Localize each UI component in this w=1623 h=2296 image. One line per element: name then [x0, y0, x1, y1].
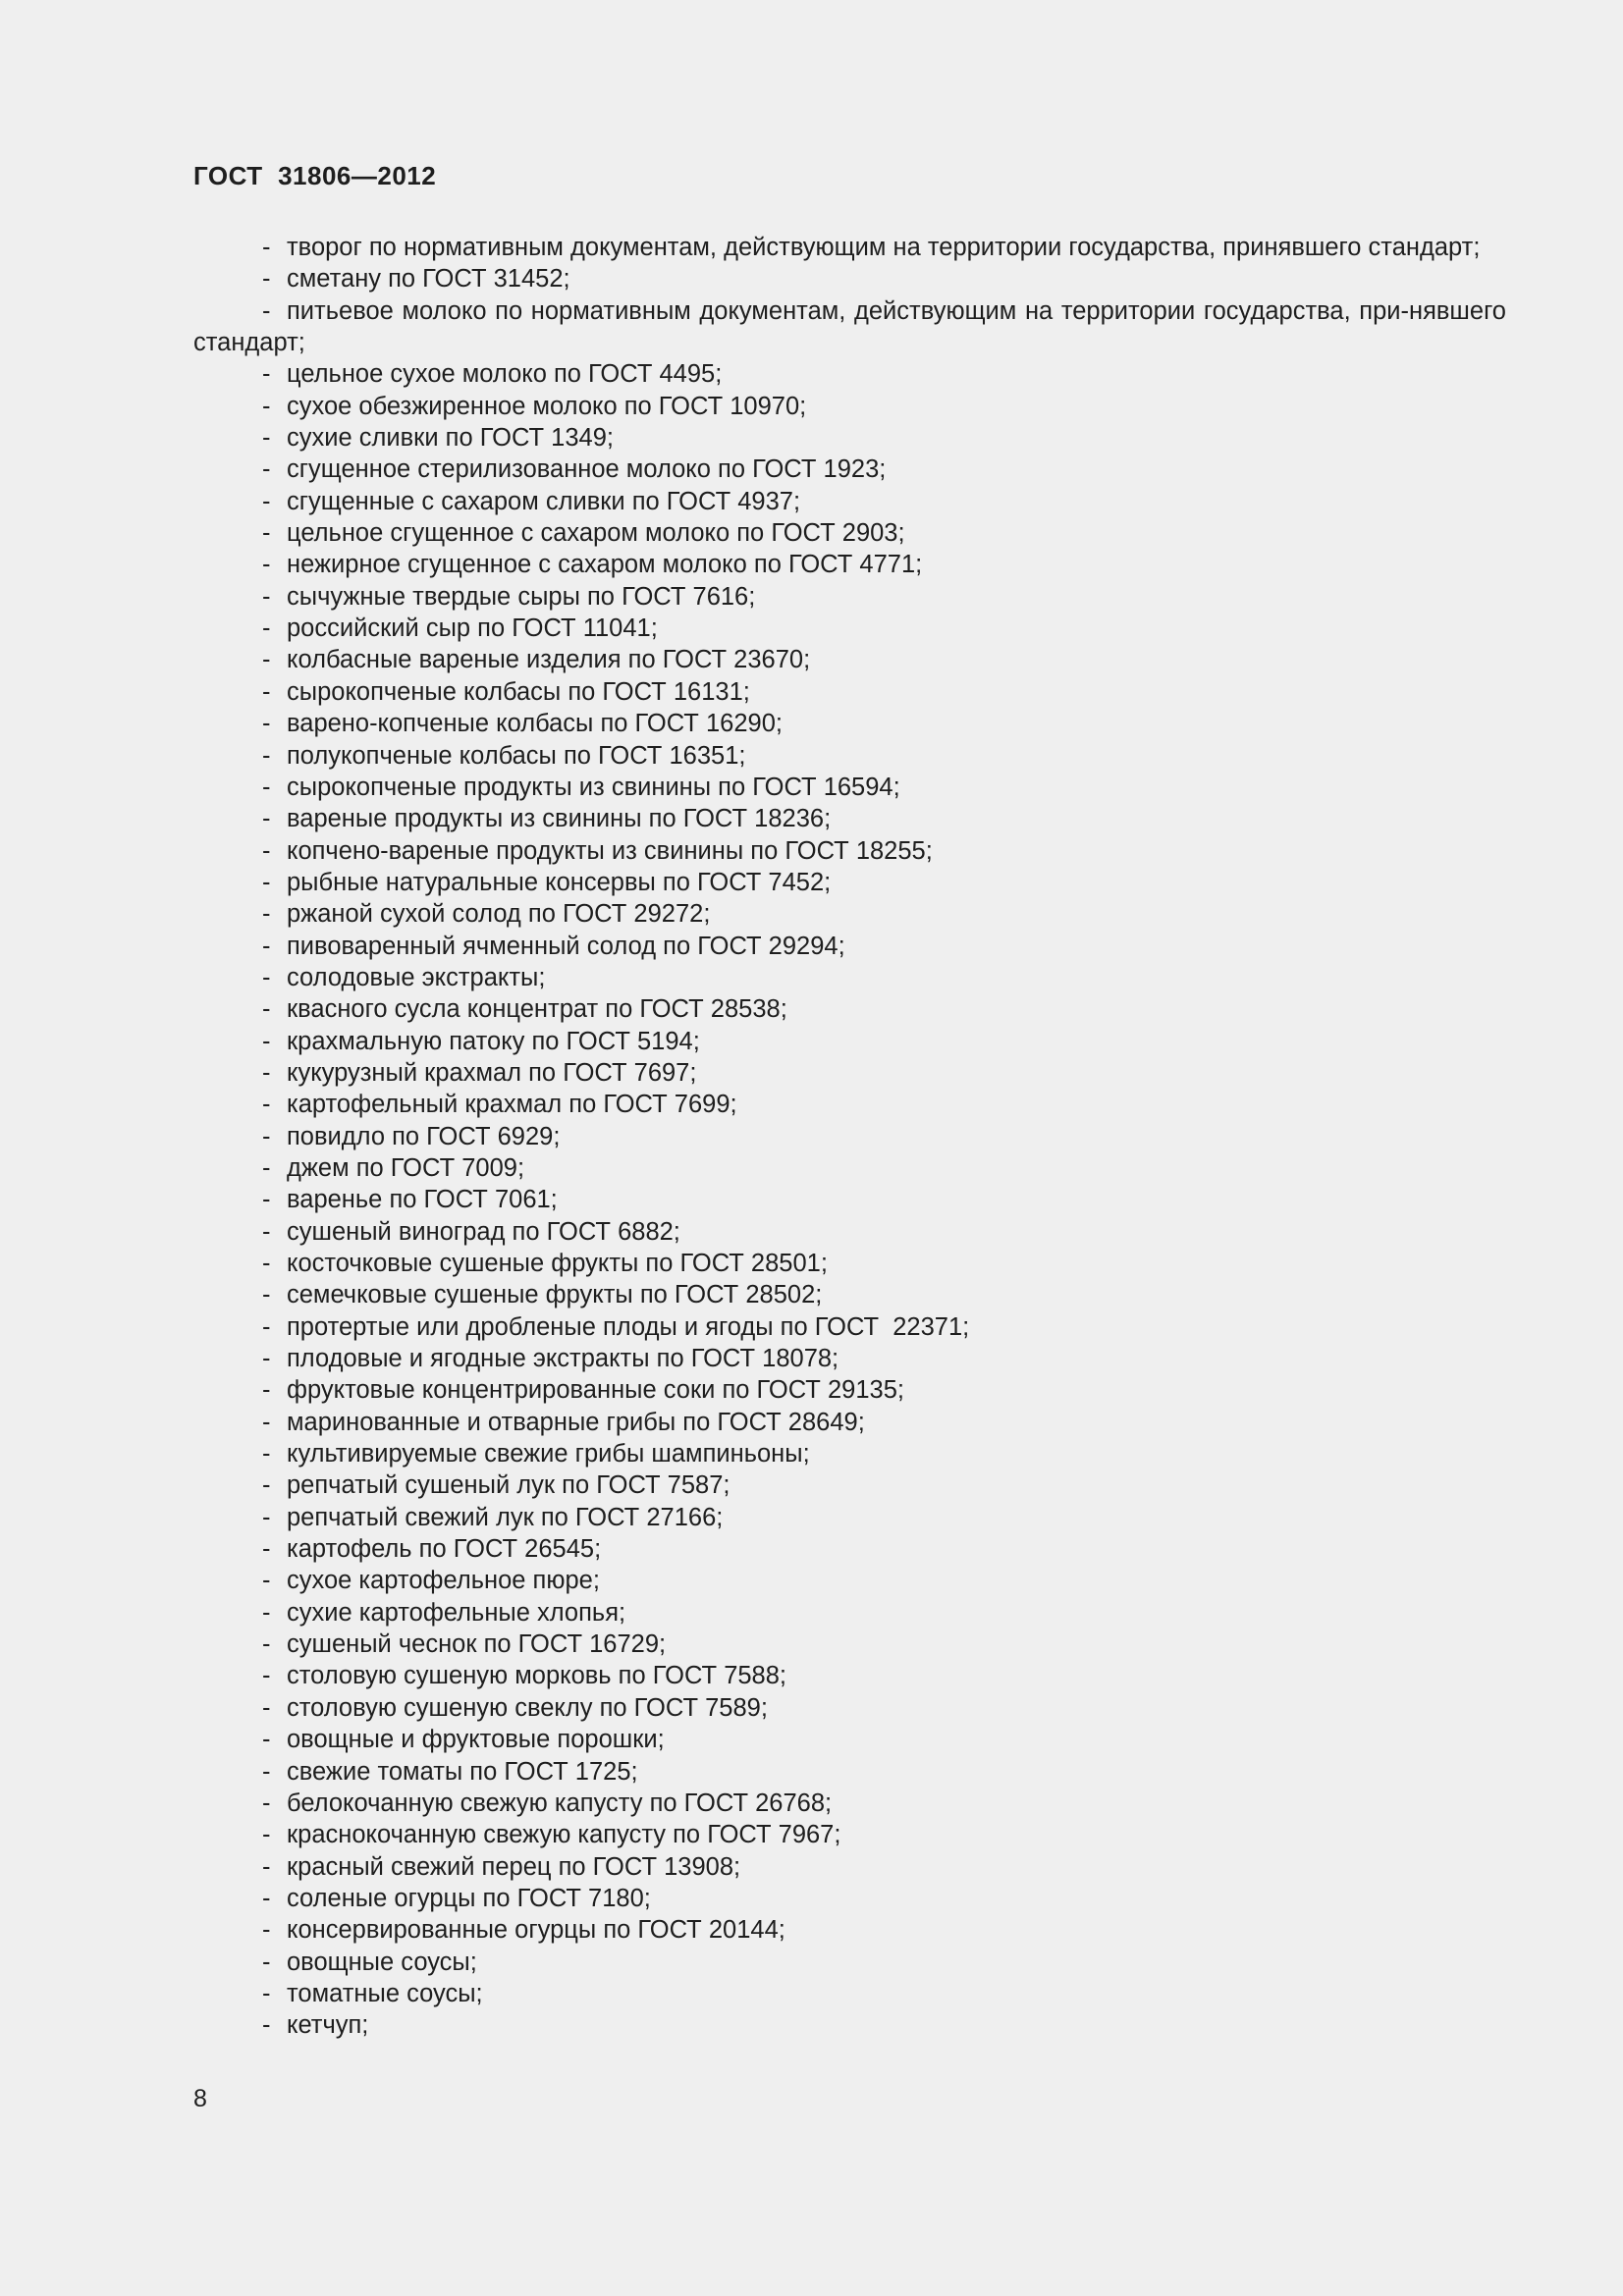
- list-item: [193, 931, 1506, 962]
- list-dash: -: [262, 1027, 271, 1055]
- list-item-text: репчатый свежий лук по ГОСТ 27166;: [287, 1503, 724, 1531]
- list-item: [193, 549, 1506, 580]
- list-dash: -: [262, 1789, 271, 1817]
- list-dash: -: [262, 710, 271, 738]
- list-item-text: столовую сушеную свеклу по ГОСТ 7589;: [287, 1693, 768, 1722]
- list-item: [193, 454, 1506, 485]
- list-item: [193, 1026, 1506, 1057]
- list-dash: -: [262, 741, 271, 770]
- list-item-text: сухое обезжиренное молоко по ГОСТ 10970;: [287, 392, 807, 420]
- list-dash: -: [262, 1153, 271, 1182]
- list-item-text: плодовые и ягодные экстракты по ГОСТ 18078;: [287, 1345, 839, 1373]
- list-dash: -: [262, 1630, 271, 1659]
- list-item: [193, 1089, 1506, 1120]
- list-item-text: сухие сливки по ГОСТ 1349;: [287, 424, 614, 453]
- list-item: [193, 1502, 1506, 1533]
- list-dash: -: [262, 1726, 271, 1754]
- list-item-text: столовую сушеную морковь по ГОСТ 7588;: [287, 1662, 787, 1690]
- list-item-text: варенье по ГОСТ 7061;: [287, 1186, 558, 1214]
- list-dash: -: [262, 1122, 271, 1150]
- list-item-text: сухие картофельные хлопья;: [287, 1598, 626, 1627]
- list-item: [193, 358, 1506, 390]
- list-dash: -: [262, 1948, 271, 1976]
- list-item: [193, 1121, 1506, 1152]
- list-dash: -: [262, 1821, 271, 1849]
- list-item-text: нежирное сгущенное с сахаром молоко по ГОСТ 4771;: [287, 551, 923, 579]
- list-dash: -: [262, 995, 271, 1024]
- list-dash: -: [262, 1440, 271, 1468]
- list-item: [193, 295, 1506, 359]
- list-item: [193, 644, 1506, 675]
- list-dash: -: [262, 1503, 271, 1531]
- list-item: [193, 993, 1506, 1025]
- list-item: [193, 1629, 1506, 1660]
- list-dash: -: [262, 1979, 271, 2007]
- list-dash: -: [262, 646, 271, 674]
- list-dash: -: [262, 1281, 271, 1309]
- list-item: [193, 1819, 1506, 1850]
- list-dash: -: [262, 1345, 271, 1373]
- list-dash: -: [262, 1884, 271, 1912]
- list-dash: -: [262, 392, 271, 420]
- list-item-text: ржаной сухой солод по ГОСТ 29272;: [287, 900, 711, 929]
- list-item: [193, 1152, 1506, 1184]
- list-item-text: повидло по ГОСТ 6929;: [287, 1122, 561, 1150]
- list-item-text: краснокочанную свежую капусту по ГОСТ 7967;: [287, 1821, 841, 1849]
- list-dash: -: [262, 1312, 271, 1341]
- list-item: [193, 1660, 1506, 1691]
- list-item: [193, 1279, 1506, 1310]
- list-dash: -: [262, 1567, 271, 1595]
- list-item: [193, 581, 1506, 613]
- page-number: 8: [193, 2085, 207, 2112]
- list-dash: -: [262, 1535, 271, 1564]
- list-item: [193, 740, 1506, 772]
- list-dash: -: [262, 932, 271, 960]
- list-item: [193, 486, 1506, 517]
- list-item-text: косточковые сушеные фрукты по ГОСТ 28501;: [287, 1250, 828, 1277]
- list-item-text: цельное сухое молоко по ГОСТ 4495;: [287, 360, 723, 389]
- list-item-text: крахмальную патоку по ГОСТ 5194;: [287, 1027, 700, 1055]
- list-dash: -: [262, 1916, 271, 1945]
- list-item-text: кукурузный крахмал по ГОСТ 7697;: [287, 1058, 697, 1087]
- list-item: [193, 263, 1506, 294]
- list-item-text: варено-копченые колбасы по ГОСТ 16290;: [287, 710, 783, 738]
- list-item-text: кетчуп;: [287, 2011, 369, 2040]
- list-dash: -: [262, 1408, 271, 1436]
- list-item: [193, 1216, 1506, 1248]
- list-item-text: творог по нормативным документам, действующим на территории государства, принявшего стандарт;: [287, 234, 1481, 261]
- list-item: [193, 1438, 1506, 1469]
- list-dash: -: [262, 836, 271, 865]
- list-dash: -: [262, 551, 271, 579]
- list-item: [193, 1756, 1506, 1788]
- list-item-text: протертые или дробленые плоды и ягоды по ГОСТ 22371;: [287, 1312, 970, 1341]
- list-item-text: сушеный чеснок по ГОСТ 16729;: [287, 1630, 667, 1659]
- list-dash: -: [262, 424, 271, 453]
- list-item-text: томатные соусы;: [287, 1979, 483, 2007]
- list-item: [193, 1724, 1506, 1755]
- list-item-text: свежие томаты по ГОСТ 1725;: [287, 1757, 638, 1786]
- list-item-text: колбасные вареные изделия по ГОСТ 23670;: [287, 646, 811, 674]
- list-item-text: маринованные и отварные грибы по ГОСТ 28649;: [287, 1408, 865, 1436]
- list-item: [193, 803, 1506, 834]
- list-item: [193, 772, 1506, 803]
- list-item-text: овощные соусы;: [287, 1948, 477, 1976]
- list-dash: -: [262, 614, 271, 643]
- list-item-text: сушеный виноград по ГОСТ 6882;: [287, 1217, 680, 1246]
- list-item-text: красный свежий перец по ГОСТ 13908;: [287, 1852, 741, 1881]
- list-item: [193, 1914, 1506, 1946]
- list-item-text: картофельный крахмал по ГОСТ 7699;: [287, 1091, 737, 1119]
- list-item-text: квасного сусла концентрат по ГОСТ 28538;: [287, 995, 787, 1024]
- list-item: [193, 1851, 1506, 1883]
- list-item-text: рыбные натуральные консервы по ГОСТ 7452;: [287, 868, 832, 896]
- list-item: [193, 1184, 1506, 1215]
- list-dash: -: [262, 1662, 271, 1690]
- list-item: [193, 708, 1506, 739]
- list-item: [193, 1407, 1506, 1438]
- list-item: [193, 1565, 1506, 1596]
- list-item-text: сырокопченые продукты из свинины по ГОСТ 16594;: [287, 773, 900, 801]
- list-dash: -: [262, 1376, 271, 1405]
- list-dash: -: [262, 1217, 271, 1246]
- list-dash: -: [262, 234, 271, 261]
- list-dash: -: [262, 1757, 271, 1786]
- list-dash: -: [262, 805, 271, 833]
- list-item: [193, 1248, 1506, 1279]
- list-item-text: сметану по ГОСТ 31452;: [287, 265, 570, 294]
- list-item: [193, 1883, 1506, 1914]
- list-item-text: репчатый сушеный лук по ГОСТ 7587;: [287, 1471, 730, 1500]
- list-item: [193, 1947, 1506, 1978]
- list-dash: -: [262, 582, 271, 611]
- list-item: [193, 676, 1506, 708]
- list-item-text: вареные продукты из свинины по ГОСТ 18236;: [287, 805, 832, 833]
- list-item-text: консервированные огурцы по ГОСТ 20144;: [287, 1916, 785, 1945]
- list-item: [193, 422, 1506, 454]
- list-dash: -: [262, 868, 271, 896]
- list-item: [193, 232, 1506, 263]
- list-item-text: сычужные твердые сыры по ГОСТ 7616;: [287, 582, 756, 611]
- list-item: [193, 835, 1506, 867]
- list-item-text: солодовые экстракты;: [287, 963, 546, 991]
- list-item-text: овощные и фруктовые порошки;: [287, 1726, 665, 1754]
- list-item: [193, 1343, 1506, 1374]
- list-item: [193, 1057, 1506, 1089]
- list-dash: -: [262, 1852, 271, 1881]
- document-body: [193, 232, 1506, 2042]
- list-item: [193, 1533, 1506, 1565]
- list-item: [193, 1469, 1506, 1501]
- list-item: [193, 1978, 1506, 2009]
- list-dash: -: [262, 1250, 271, 1277]
- list-item: [193, 517, 1506, 549]
- list-dash: -: [262, 1693, 271, 1722]
- list-dash: -: [262, 963, 271, 991]
- document-header: ГОСТ 31806—2012: [193, 161, 437, 190]
- list-item: [193, 962, 1506, 993]
- list-item: [193, 1788, 1506, 1819]
- list-dash: -: [262, 455, 271, 484]
- list-item: [193, 1374, 1506, 1406]
- list-item-text: сухое картофельное пюре;: [287, 1567, 600, 1595]
- list-item-text: цельное сгущенное с сахаром молоко по ГОСТ 2903;: [287, 519, 905, 548]
- list-item-text: картофель по ГОСТ 26545;: [287, 1535, 602, 1564]
- list-item-text: джем по ГОСТ 7009;: [287, 1153, 525, 1182]
- list-dash: -: [262, 1058, 271, 1087]
- list-item-text: сгущенное стерилизованное молоко по ГОСТ 1923;: [287, 455, 887, 484]
- list-dash: -: [262, 296, 271, 325]
- list-dash: -: [262, 265, 271, 294]
- list-dash: -: [262, 360, 271, 389]
- list-item-text: питьевое молоко по нормативным документам, действующим на территории государства, при-нявшего стандарт;: [193, 296, 1506, 357]
- list-dash: -: [262, 2011, 271, 2040]
- list-dash: -: [262, 487, 271, 515]
- list-item: [193, 898, 1506, 930]
- list-item-text: копчено-вареные продукты из свинины по ГОСТ 18255;: [287, 836, 933, 865]
- list-item-text: сгущенные с сахаром сливки по ГОСТ 4937;: [287, 487, 801, 515]
- list-item: [193, 1692, 1506, 1724]
- list-item-text: семечковые сушеные фрукты по ГОСТ 28502;: [287, 1281, 823, 1309]
- list-item: [193, 2009, 1506, 2041]
- list-item-text: российский сыр по ГОСТ 11041;: [287, 614, 658, 643]
- list-dash: -: [262, 1186, 271, 1214]
- list-item: [193, 867, 1506, 898]
- list-item-text: белокочанную свежую капусту по ГОСТ 26768;: [287, 1789, 833, 1817]
- list-item-text: культивируемые свежие грибы шампиньоны;: [287, 1440, 810, 1468]
- list-dash: -: [262, 519, 271, 548]
- list-item: [193, 613, 1506, 644]
- list-dash: -: [262, 1471, 271, 1500]
- list-dash: -: [262, 1598, 271, 1627]
- list-dash: -: [262, 773, 271, 801]
- list-item-text: соленые огурцы по ГОСТ 7180;: [287, 1884, 651, 1912]
- list-item: [193, 391, 1506, 422]
- list-dash: -: [262, 900, 271, 929]
- list-item-text: пивоваренный ячменный солод по ГОСТ 29294;: [287, 932, 845, 960]
- list-dash: -: [262, 677, 271, 706]
- list-dash: -: [262, 1091, 271, 1119]
- list-item: [193, 1311, 1506, 1343]
- list-item-text: фруктовые концентрированные соки по ГОСТ 29135;: [287, 1376, 904, 1405]
- list-item-text: сырокопченые колбасы по ГОСТ 16131;: [287, 677, 750, 706]
- list-item-text: полукопченые колбасы по ГОСТ 16351;: [287, 741, 746, 770]
- list-item: [193, 1597, 1506, 1629]
